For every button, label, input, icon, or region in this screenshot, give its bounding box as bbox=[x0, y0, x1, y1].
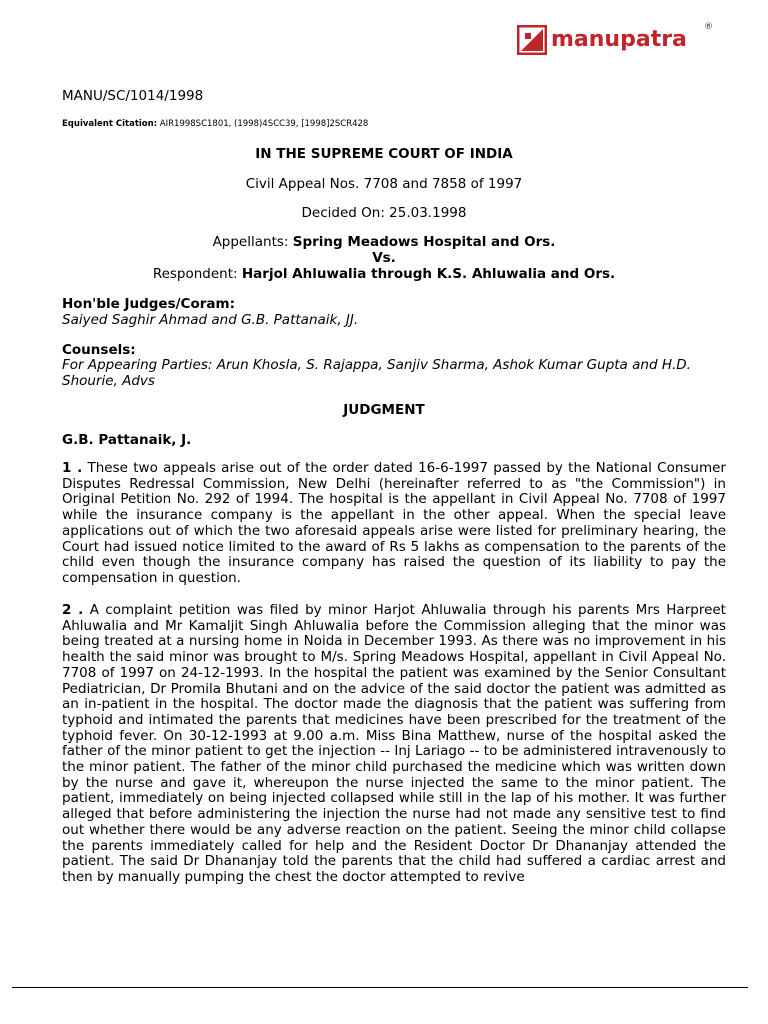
appeal-number: Civil Appeal Nos. 7708 and 7858 of 1997 bbox=[245, 176, 523, 192]
coram-judges: Saiyed Saghir Ahmad and G.B. Pattanaik, JJ. bbox=[62, 312, 359, 328]
equivalent-citation bbox=[62, 119, 368, 130]
footer-divider bbox=[12, 987, 748, 988]
paragraph-text: These two appeals arise out of the order dated 16-6-1997 passed by the National Consumer Disputes Redressal Commission, New Delhi (hereinafter referred to as "the Commission") in Original Petition No. 292 of 1994. The hospital is the appellant in Civil Appeal No. 7708 of 1997 while the insurance company is the appellant in the other appeal. When the special leave applications out of which the two aforesaid appeals arise were listed for preliminary hearing, the Court had issued notice limited to the award of Rs 5 lakhs as compensation to the parents of the child even though the insurance company has raised the question of its liability to pay the compensation in question. bbox=[62, 460, 726, 586]
court-name: IN THE SUPREME COURT OF INDIA bbox=[255, 146, 513, 162]
judgment-author: G.B. Pattanaik, J. bbox=[62, 432, 192, 448]
manupatra-logo-icon bbox=[517, 25, 547, 55]
logo-text: manupatra bbox=[551, 27, 687, 52]
respondent-name: Harjol Ahluwalia through K.S. Ahluwalia and Ors. bbox=[241, 266, 616, 282]
judgment-heading: JUDGMENT bbox=[343, 402, 425, 418]
manu-id: MANU/SC/1014/1998 bbox=[62, 88, 204, 104]
registered-mark: ® bbox=[704, 22, 713, 32]
counsels-text: For Appearing Parties: Arun Khosla, S. Rajappa, Sanjiv Sharma, Ashok Kumar Gupta and H.D. Shourie, Advs bbox=[62, 357, 691, 389]
appellants-line bbox=[62, 234, 706, 250]
citation-value: AIR1998SC1801, (1998)4SCC39, [1998]2SCR428 bbox=[157, 119, 369, 129]
paragraph-1 bbox=[62, 461, 726, 587]
paragraph-text: A complaint petition was filed by minor Harjot Ahluwalia through his parents Mrs Harpreet Ahluwalia and Mr Kamaljit Singh Ahluwalia before the Commission alleging that the minor was being treated at a nursing home in Noida in December 1993. As there was no improvement in his health the said minor was brought to M/s. Spring Meadows Hospital, appellant in Civil Appeal No. 7708 of 1997 on 24-12-1993. In the hospital the patient was examined by the Senior Consultant Pediatrician, Dr Promila Bhutani and on the advice of the said doctor the patient was admitted as an in-patient in the hospital. The doctor made the diagnosis that the patient was suffering from typhoid and intimated the parents that medicines have been prescribed for the treatment of the typhoid fever. On 30-12-1993 at 9.00 a.m. Miss Bina Matthew, nurse of the hospital asked the father of the minor patient to get the injection -- Inj Lariago -- to be administered intravenously to the minor patient. The father of the minor child purchased the medicine which was written down by the nurse and gave it, whereupon the nurse injected the same to the minor patient. The patient, immediately on being injected collapsed while still in the lap of his mother. It was further alleged that before administering the injection the nurse had not made any sensitive test to find out whether there would be any adverse reaction on the patient. Seeing the minor child collapse the parents immediately called for help and the Resident Doctor Dr Dhananjay attended the patient. The said Dr Dhananjay told the parents that the child had suffered a cardiac arrest and then by manually pumping the chest the doctor attempted to revive bbox=[62, 602, 726, 885]
versus: Vs. bbox=[372, 250, 396, 266]
appellants-name: Spring Meadows Hospital and Ors. bbox=[292, 234, 556, 250]
manupatra-logo bbox=[517, 24, 713, 56]
respondent-label: Respondent: bbox=[152, 266, 242, 282]
respondent-line bbox=[62, 266, 706, 282]
decided-date: Decided On: 25.03.1998 bbox=[301, 205, 467, 221]
coram-heading: Hon'ble Judges/Coram: bbox=[62, 296, 235, 312]
counsels-heading: Counsels: bbox=[62, 342, 136, 358]
paragraph-2 bbox=[62, 603, 726, 886]
paragraph-number: 1 . bbox=[62, 460, 83, 476]
citation-label: Equivalent Citation: bbox=[62, 119, 158, 129]
paragraph-number: 2 . bbox=[62, 602, 84, 618]
appellants-label: Appellants: bbox=[212, 234, 293, 250]
